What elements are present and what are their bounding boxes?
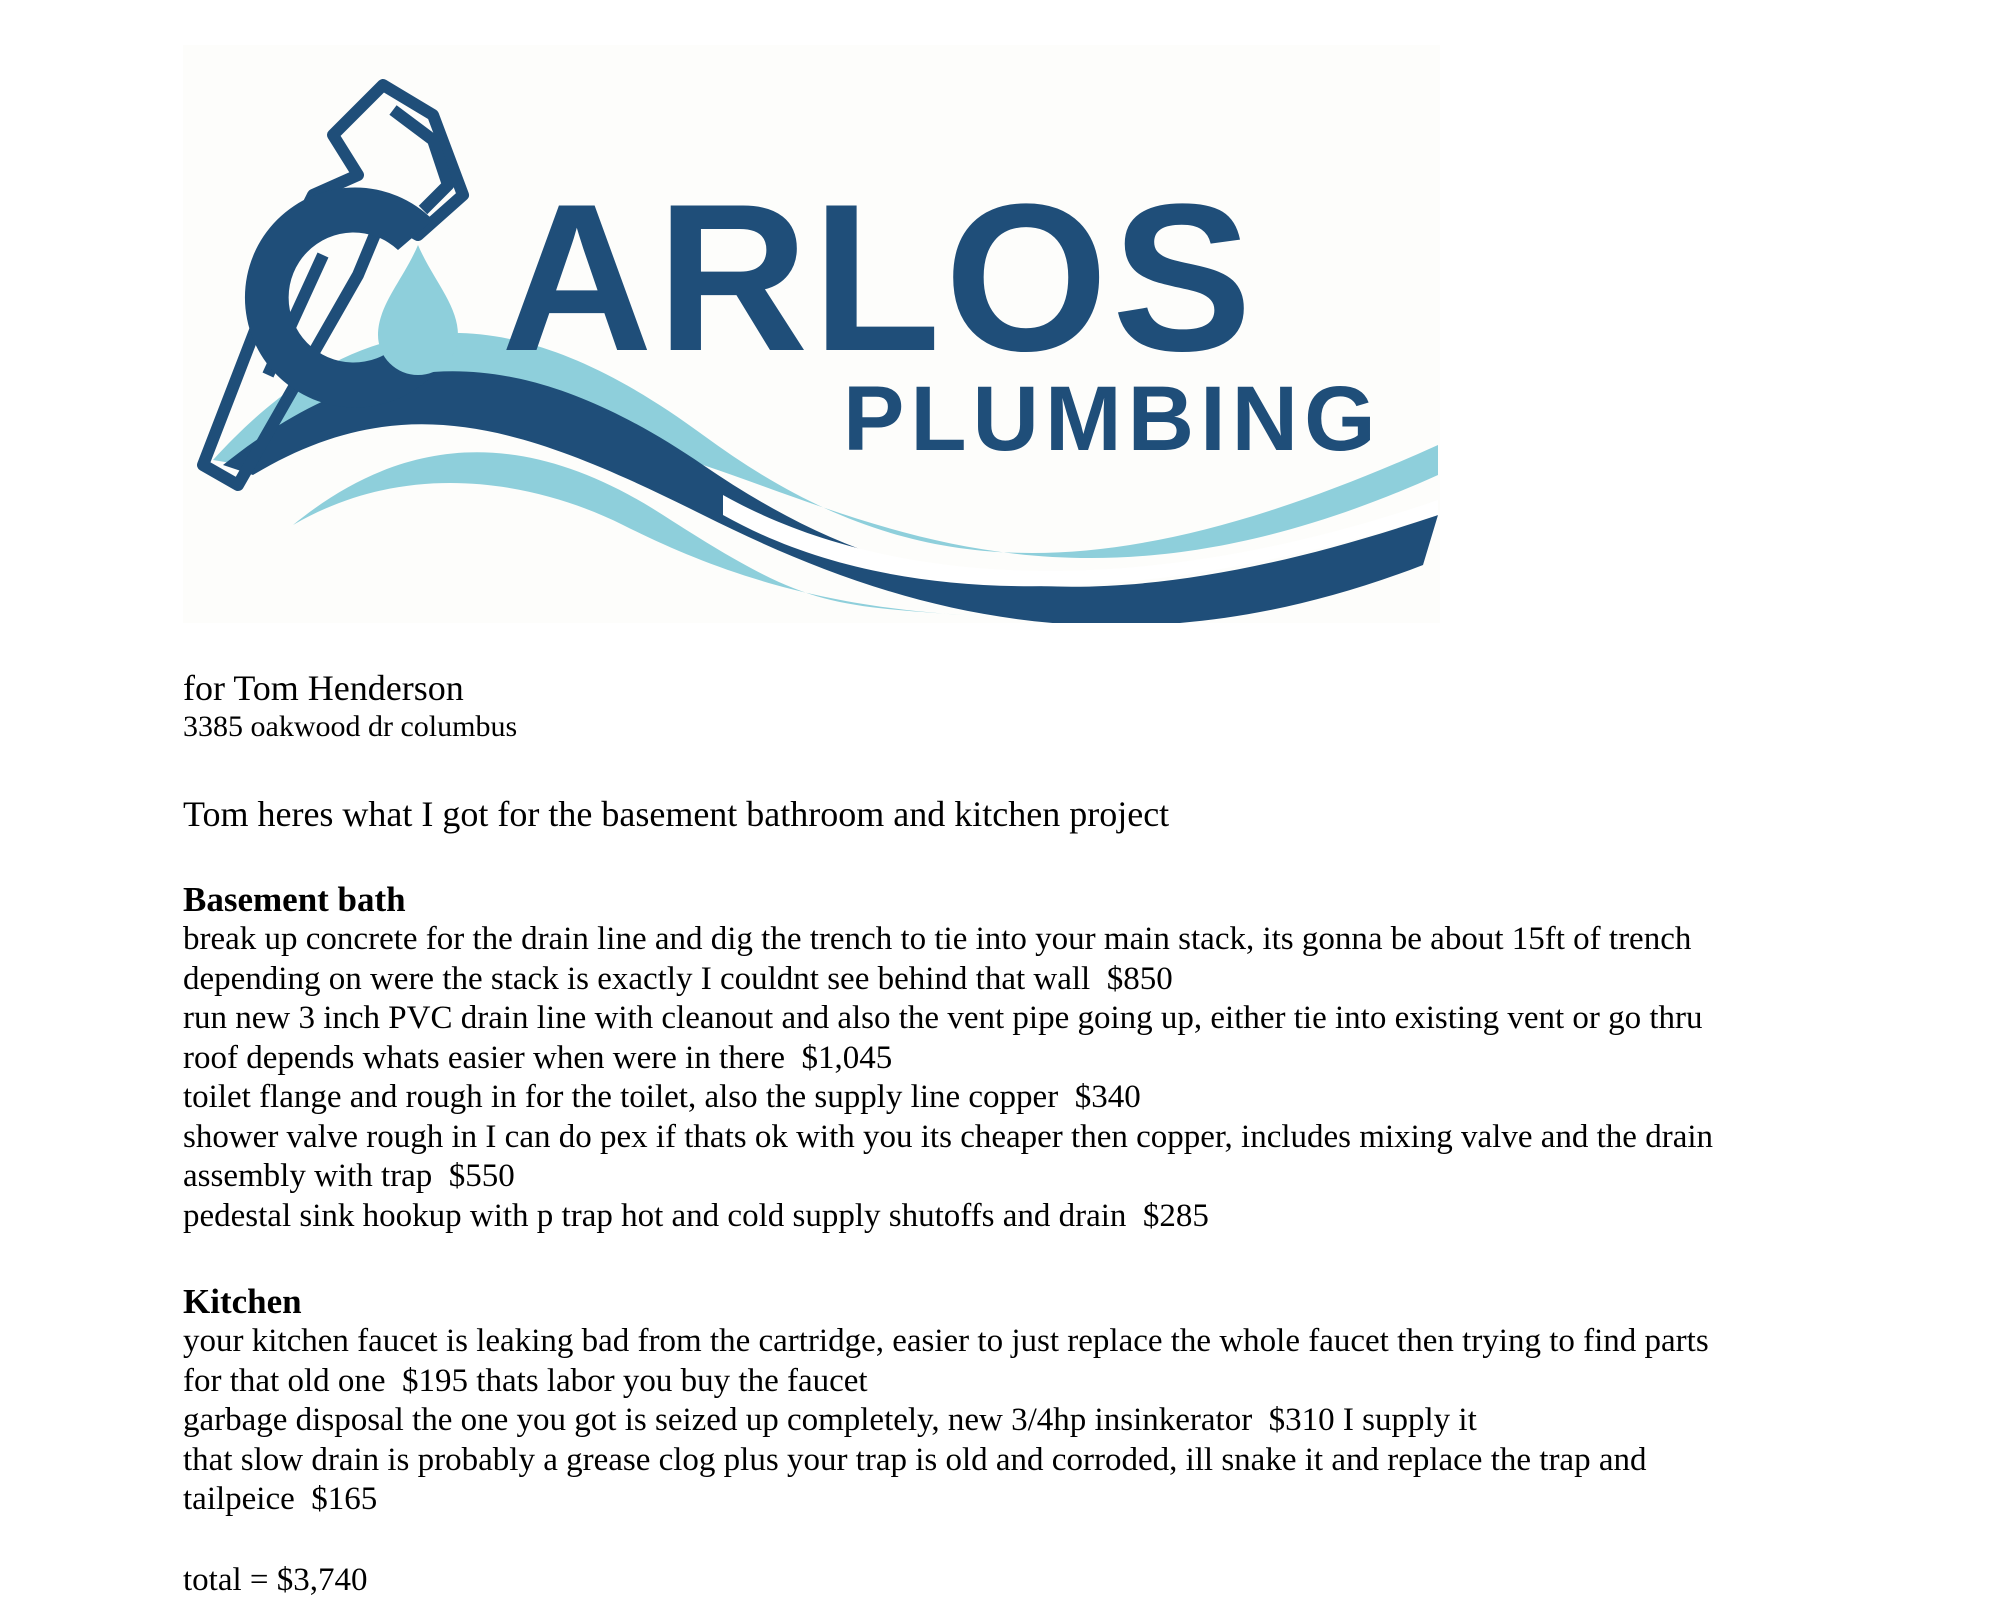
- recipient-name: for Tom Henderson: [183, 668, 464, 708]
- line-item: shower valve rough in I can do pex if thats ok with you its cheaper then copper, includes mixing valve and the drain: [183, 1118, 1714, 1155]
- line-item: assembly with trap $550: [183, 1158, 515, 1194]
- water-drop-icon: [378, 245, 458, 375]
- intro-text: Tom heres what I got for the basement bathroom and kitchen project: [183, 794, 1170, 834]
- line-item: toilet flange and rough in for the toilet, also the supply line copper $340: [183, 1079, 1141, 1115]
- line-item: run new 3 inch PVC drain line with cleanout and also the vent pipe going up, either tie into existing vent or go thru: [183, 1000, 1703, 1036]
- line-item: tailpeice $165: [183, 1481, 378, 1517]
- line-item: break up concrete for the drain line and dig the trench to tie into your main stack, its gonna be about 15ft of trench: [183, 921, 1692, 957]
- total-amount: total = $3,740: [183, 1561, 368, 1598]
- line-item: roof depends whats easier when were in there $1,045: [183, 1039, 893, 1076]
- section-title-basement-bath: Basement bath: [183, 880, 406, 919]
- logo-brand-name: ARLOS: [501, 160, 1256, 395]
- recipient-address: 3385 oakwood dr columbus: [183, 710, 518, 743]
- line-item: depending on were the stack is exactly I couldnt see behind that wall $850: [183, 960, 1173, 997]
- line-item: for that old one $195 thats labor you buy the faucet: [183, 1362, 868, 1399]
- line-item: pedestal sink hookup with p trap hot and cold supply shutoffs and drain $285: [183, 1197, 1209, 1234]
- line-item: that slow drain is probably a grease clog plus your trap is old and corroded, ill snake it and replace the trap and: [183, 1441, 1647, 1478]
- estimate-document: [183, 668, 1823, 1600]
- line-item: your kitchen faucet is leaking bad from the cartridge, easier to just replace the whole faucet then trying to find parts: [183, 1323, 1709, 1359]
- section-title-kitchen: Kitchen: [183, 1282, 302, 1321]
- company-logo: [183, 45, 1440, 623]
- line-item: garbage disposal the one you got is seized up completely, new 3/4hp insinkerator $310 I supply it: [183, 1402, 1477, 1438]
- logo-tagline: PLUMBING: [843, 368, 1382, 470]
